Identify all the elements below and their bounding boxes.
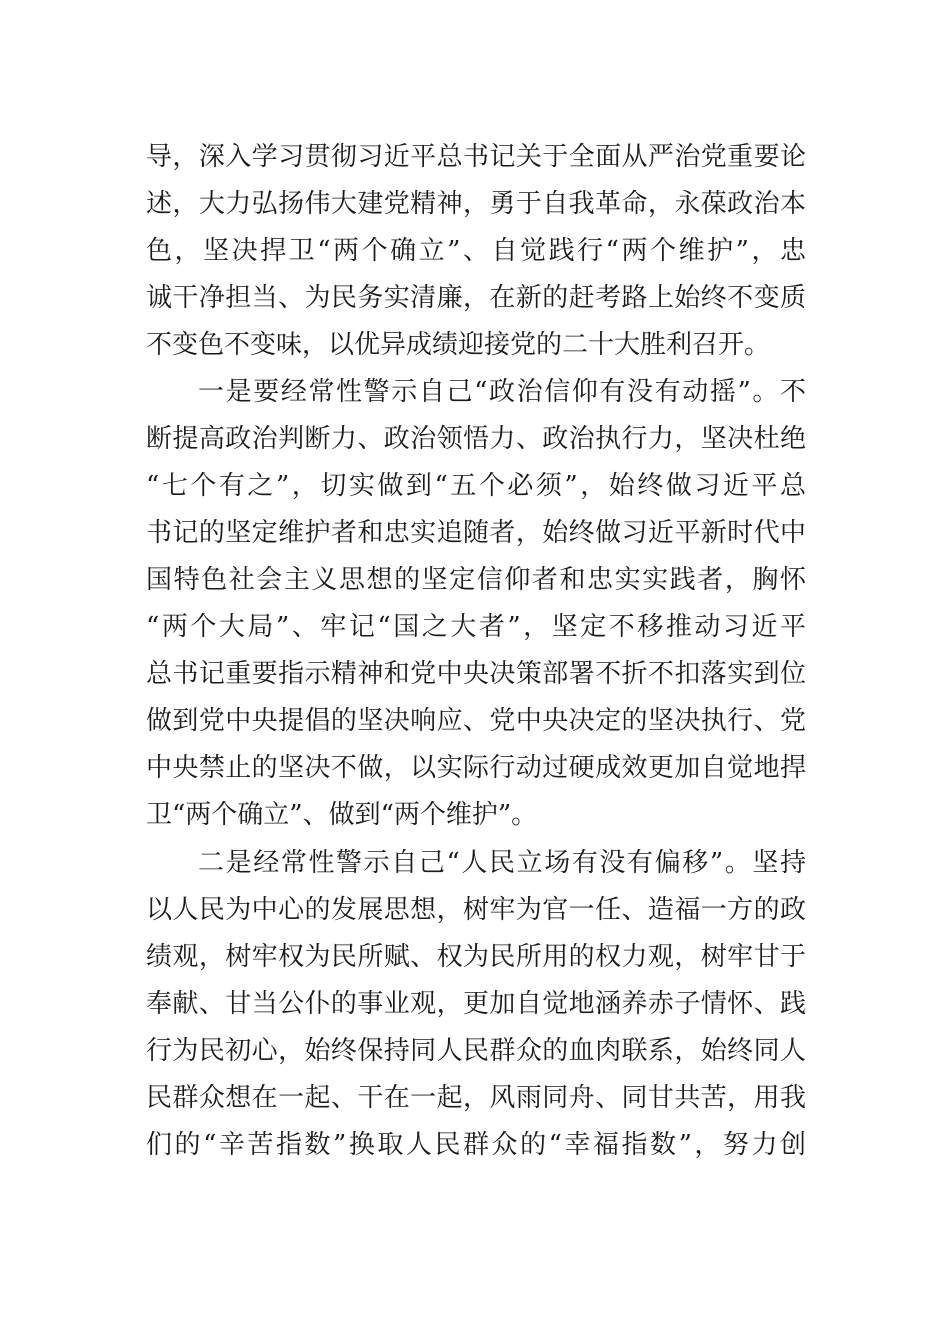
text-line: 述，大力弘扬伟大建党精神，勇于自我革命，永葆政治本 — [146, 189, 806, 219]
paragraph-first-line: 一是要经常性警示自己“政治信仰有没有动摇”。不 — [198, 377, 806, 407]
text-line: 书记的坚定维护者和忠实追随者，始终做习近平新时代中 — [146, 518, 806, 548]
text-line: 以人民为中心的发展思想，树牢为官一任、造福一方的政 — [146, 895, 806, 925]
text-line: 导，深入学习贯彻习近平总书记关于全面从严治党重要论 — [146, 142, 806, 172]
text-line: “两个大局”、牢记“国之大者”，坚定不移推动习近平 — [146, 612, 806, 642]
text-line: 卫“两个确立”、做到“两个维护”。 — [146, 800, 538, 830]
text-line: 绩观，树牢权为民所赋、权为民所用的权力观，树牢甘于 — [146, 942, 806, 972]
text-line: 总书记重要指示精神和党中央决策部署不折不扣落实到位 — [146, 659, 806, 689]
text-line: 民群众想在一起、干在一起，风雨同舟、同甘共苦，用我 — [146, 1083, 806, 1113]
text-line: 国特色社会主义思想的坚定信仰者和忠实实践者，胸怀 — [146, 565, 806, 595]
text-line: 断提高政治判断力、政治领悟力、政治执行力，坚决杜绝 — [146, 424, 806, 454]
text-line: 做到党中央提倡的坚决响应、党中央决定的坚决执行、党 — [146, 706, 806, 736]
text-line: 不变色不变味，以优异成绩迎接党的二十大胜利召开。 — [146, 330, 771, 360]
text-line: “七个有之”，切实做到“五个必须”，始终做习近平总 — [146, 471, 806, 501]
text-line: 中央禁止的坚决不做，以实际行动过硬成效更加自觉地捍 — [146, 753, 806, 783]
text-line: 行为民初心，始终保持同人民群众的血肉联系，始终同人 — [146, 1036, 806, 1066]
text-line: 诚干净担当、为民务实清廉，在新的赶考路上始终不变质 — [146, 283, 806, 313]
text-line: 们的“辛苦指数”换取人民群众的“幸福指数”，努力创 — [146, 1130, 806, 1160]
text-line: 奉献、甘当公仆的事业观，更加自觉地涵养赤子情怀、践 — [146, 989, 806, 1019]
paragraph-first-line: 二是经常性警示自己“人民立场有没有偏移”。坚持 — [198, 848, 806, 878]
text-line: 色，坚决捍卫“两个确立”、自觉践行“两个维护”，忠 — [146, 236, 806, 266]
